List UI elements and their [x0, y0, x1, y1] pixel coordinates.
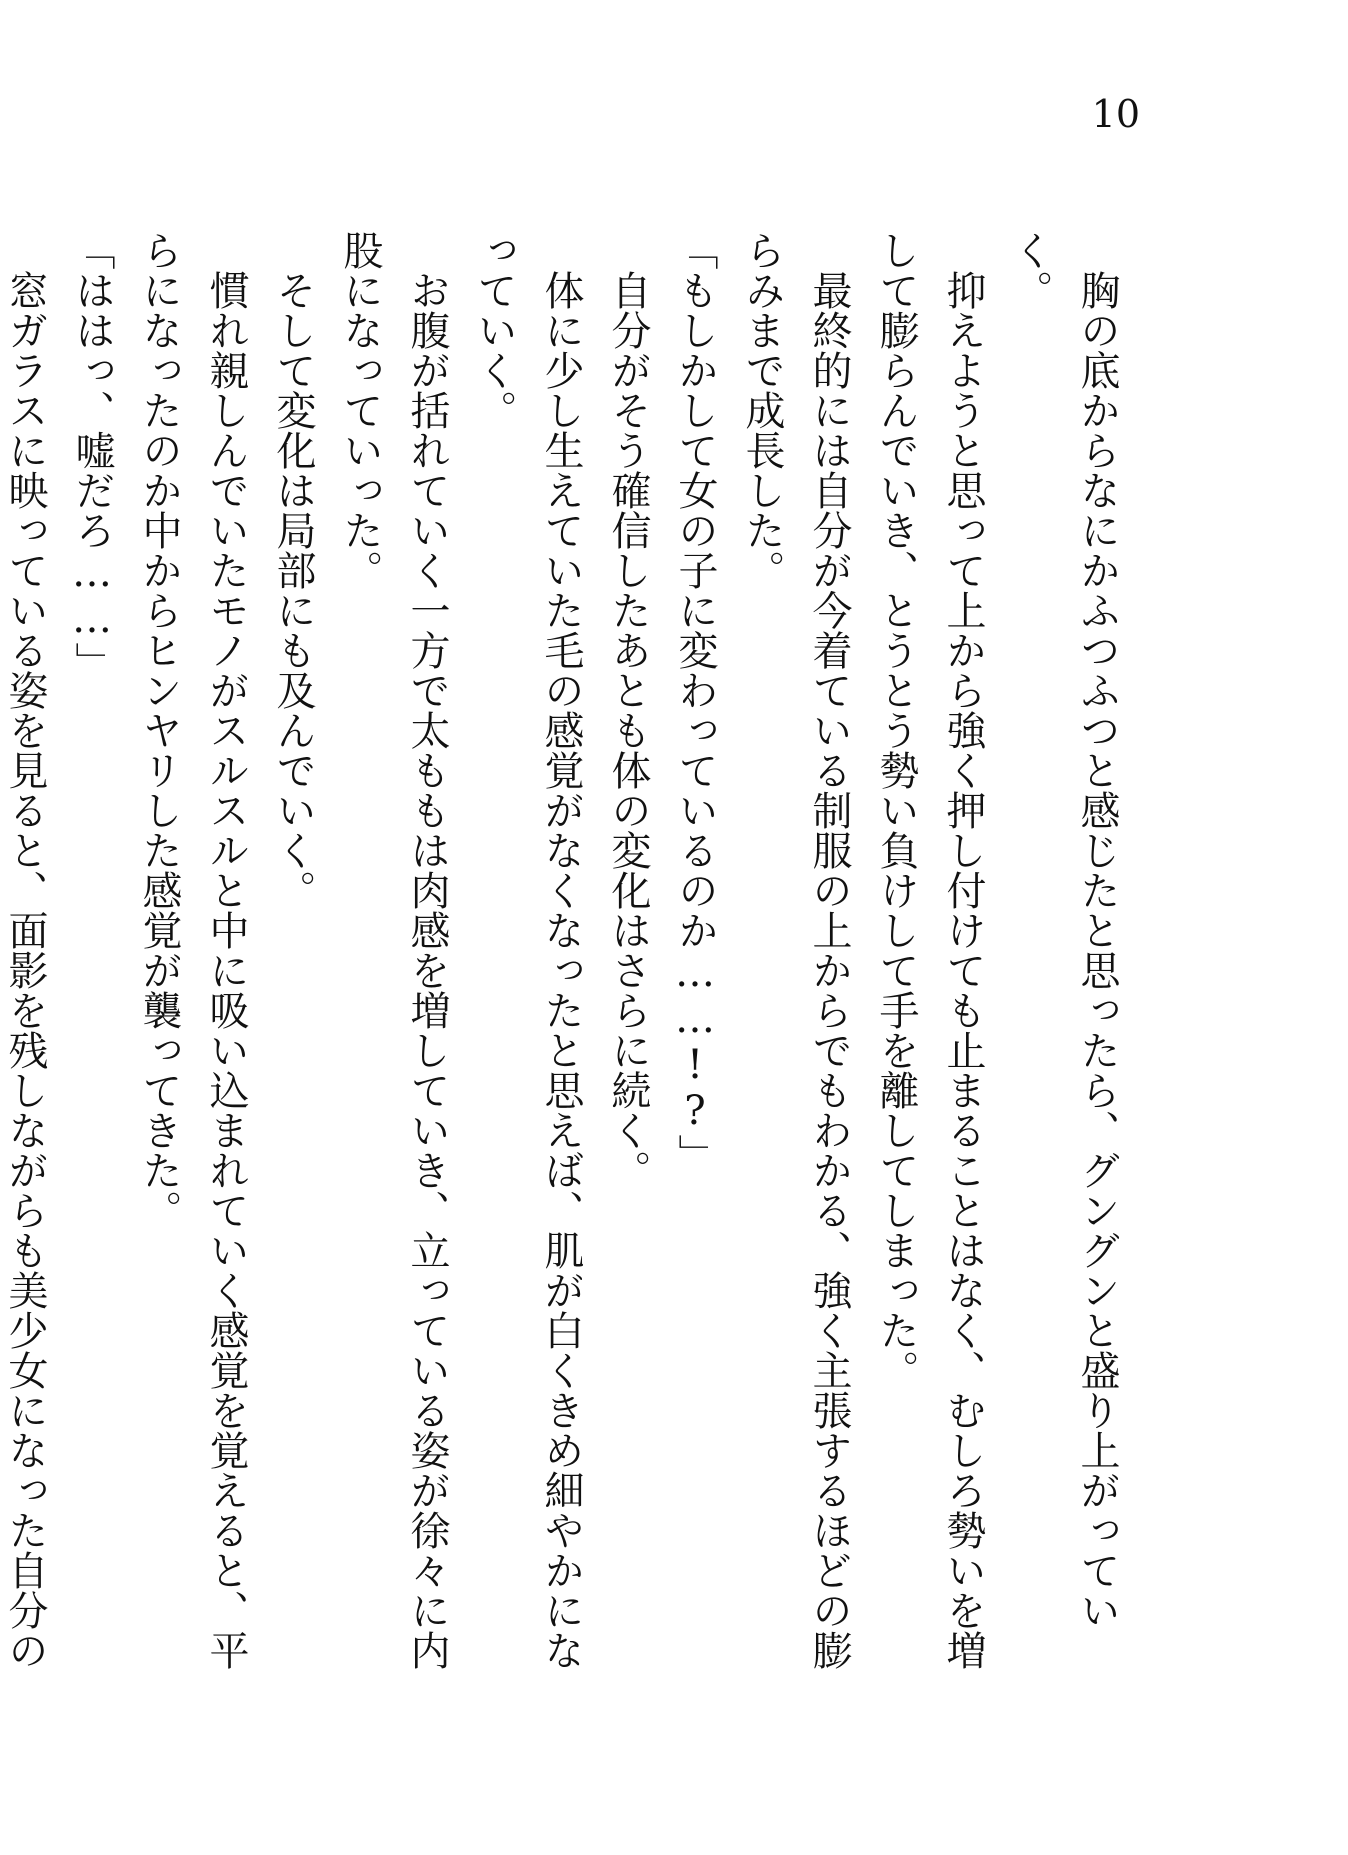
dialogue-line: 「もしかして女の子に変わっているのか……!?」	[672, 230, 718, 1174]
paragraph: 胸の底からなにかふつふつと感じたと思ったら、グングンと盛り上がっていく。	[1007, 230, 1120, 1630]
paragraph: そして変化は局部にも及んでいく。	[270, 270, 316, 910]
paragraph: 窓ガラスに映っている姿を見ると、面影を残しながらも美少女になった自分の	[2, 270, 48, 1670]
dialogue-line: 「ははっ、嘘だろ……」	[69, 230, 115, 682]
body-text	[2, 230, 1130, 1690]
paragraph: お腹が括れていく一方で太ももは肉感を増していき、立っている姿が徐々に内股になっていった。	[337, 230, 450, 1670]
paragraph: 最終的には自分が今着ている制服の上からでもわかる、強く主張するほどの膨らみまで成長した。	[739, 230, 852, 1670]
paragraph: 慣れ親しんでいたモノがスルスルと中に吸い込まれていく感覚を覚えると、平らになったのか中からヒンヤリした感覚が襲ってきた。	[136, 230, 249, 1670]
paragraph: 抑えようと思って上から強く押し付けても止まることはなく、むしろ勢いを増して膨らんでいき、とうとう勢い負けして手を離してしまった。	[873, 230, 986, 1670]
page-number: 10	[1091, 92, 1140, 136]
paragraph: 自分がそう確信したあとも体の変化はさらに続く。	[605, 270, 651, 1190]
paragraph: 体に少し生えていた毛の感覚がなくなったと思えば、肌が白くきめ細やかになっていく。	[471, 230, 584, 1670]
